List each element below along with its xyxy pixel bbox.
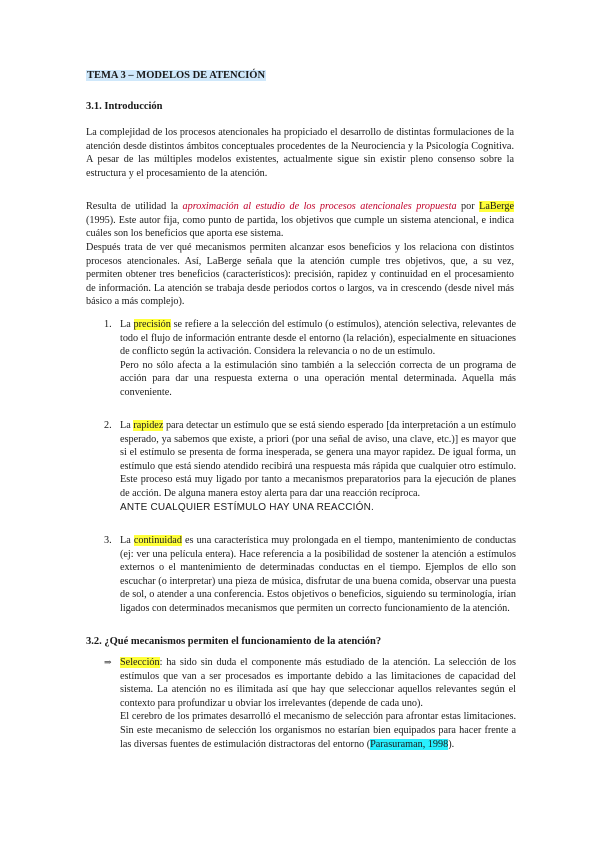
bullet-item-extra [120,710,516,751]
text-run: El cerebro de los primates desarrolló el mecanismo de selección para afrontar estas limitaciones. Sin este mecanismo de selección los organismos no estarían bien equipados para hacer frente a las diversas fuentes de estimulación distractoras del entorno ( [120,711,516,750]
document-title: TEMA 3 – MODELOS DE ATENCIÓN [87,70,266,81]
list-item-body [120,534,516,616]
section-heading-introduccion: 3.1. Introducción [86,101,163,112]
term-highlight: precisión [133,319,171,330]
text-run: para detectar un estímulo que se está siendo esperado [da interpretación a un estímulo esperado, ya sabemos que existe, a priori (por una señal de aviso, una clave, etc.)] es mayor que si el estímulo se presenta de forma inesperada, se genera una mayor rapidez. De igual forma, un estímulo que está siendo atendido recibirá una respuesta más rápida que cualquier otro estímulo. Este proceso está muy ligado por tanto a mecanismos preparatorios para la ejecución de planes de acción. De alguna manera estoy alerta para dar una reacción recíproca. [120,420,516,499]
list-number: 3. [104,535,112,546]
highlighted-phrase: aproximación al estudio de los procesos atencionales propuesta [182,201,457,212]
text-run: ). [448,738,455,750]
intro-paragraph-2 [86,200,514,241]
list-item-text [120,534,516,616]
list-item-body [120,419,516,514]
text-run: La [120,319,134,330]
list-item-text [120,318,516,359]
text-run: (1995). Este autor fija, como punto de partida, los objetivos que cumple un sistema atencional, e indica cuáles son los beneficios que aporta ese sistema. [86,214,514,240]
bullet-item-body [120,656,516,751]
list-number: 2. [104,420,112,431]
section-heading-mecanismos: 3.2. ¿Qué mecanismos permiten el funcionamiento de la atención? [86,636,382,647]
intro-paragraph-3: Después trata de ver qué mecanismos permiten alcanzar esos beneficios y los relaciona con distintos procesos atencionales. Así, LaBerge señala que la atención cumple tres objetivos, que, a su vez, permiten obtener tres beneficios (característicos): precisión, rapidez y continuidad en el procesamiento de información. La atención se trabaja desde periodos cortos o largos, va in crescendo (desde nivel más básico a más complejo). [86,242,514,308]
text-run: se refiere a la selección del estímulo (o estímulos), atención selectiva, relevantes de todo el flujo de información entrante desde el entorno (la relación), especialmente en situaciones de conflicto según la activación. Considera la relevancia o no de un estímulo. [120,319,516,358]
text-run: es una característica muy prolongada en el tiempo, mantenimiento de conductas (ej: ver una película entera). Hace referencia a la posibilidad de sostener la atención a estímulos externos o el mantenimiento de determinadas conductas en el tiempo. Ejemplos de ello son escuchar (o interpretar) una pieza de música, disfrutar de una buena comida, observar una puesta de sol, o atender a una conferencia. Estos objetivos o beneficios, siguiendo su terminología, irían ligados con determinados mecanismos que permiten un correcto funcionamiento de la atención. [120,535,516,614]
text-run: por [456,201,480,212]
intro-paragraph-1: La complejidad de los procesos atencionales ha propiciado el desarrollo de distintas formulaciones de la atención desde distintos ámbitos conceptuales procedentes de la Neurociencia y la Psicología Cognitiva. A pesar de las múltiples modelos existentes, actualmente sigue sin existir pleno consenso sobre la estructura y el procesamiento de la atención. [86,127,514,179]
arrow-bullet-icon: ⇒ [104,657,112,667]
term-highlight: continuidad [133,535,182,546]
bullet-item-text [120,656,516,710]
term-highlight: Selección [120,657,160,668]
text-run: La [120,420,134,431]
text-run: Resulta de utilidad la [86,201,183,212]
list-item-text [120,419,516,501]
author-highlight: LaBerge [479,201,514,212]
text-run: La [120,535,134,546]
citation-highlight: Parasuraman, 1998 [370,738,449,750]
text-run: : ha sido sin duda el componente más estudiado de la atención. La selección de los estímulos que van a ser procesados es importante debido a las limitaciones de capacidad del sistema. La atención no es ilimitada así que hay que seleccionar aquellos relevantes según el contexto para profundizar u obviar los irrelevantes (depende de cada uno). [120,657,516,709]
list-item-body [120,318,516,400]
list-item-extra: Pero no sólo afecta a la estimulación sino también a la selección correcta de un programa de acción para dar una respuesta externa o una operación mental determinada. Aquella más conveniente. [120,359,516,398]
list-item-caps: ANTE CUALQUIER ESTÍMULO HAY UNA REACCIÓN. [120,501,374,513]
list-number: 1. [104,319,112,330]
term-highlight: rapidez [133,420,164,431]
